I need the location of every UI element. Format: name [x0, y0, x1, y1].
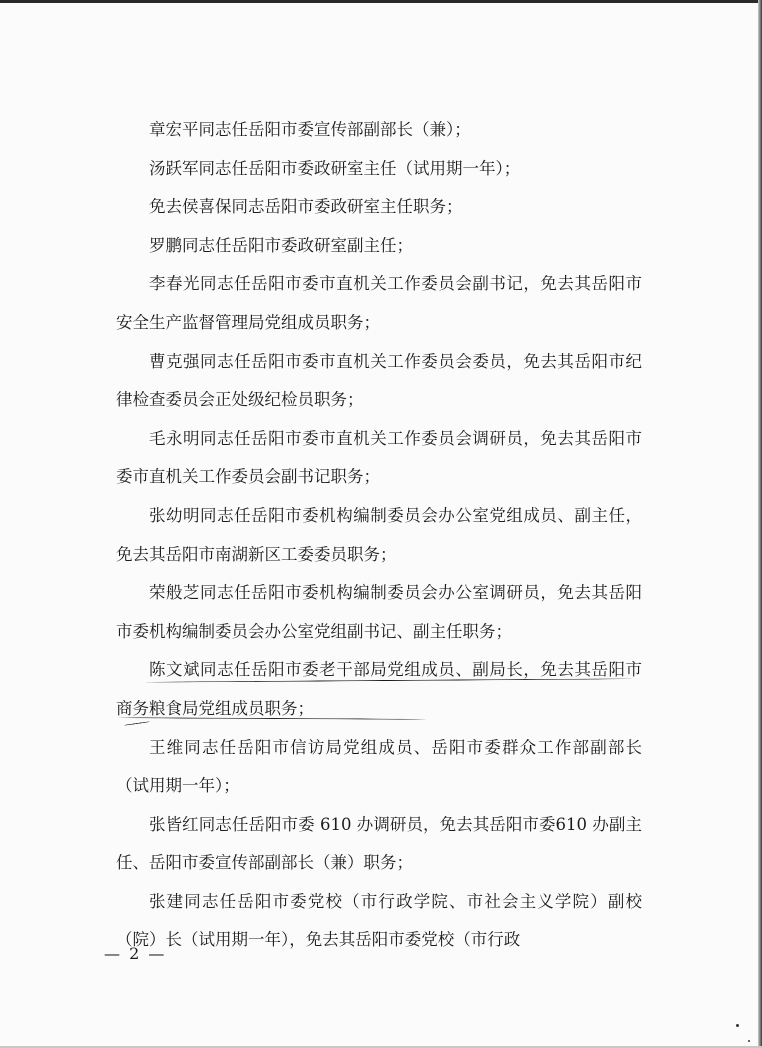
paragraph: 罗鹏同志任岳阳市委政研室副主任；	[149, 235, 413, 255]
highlighted-paragraph: 陈文斌同志任岳阳市委老干部局党组成员、副局长，免去其岳阳市商务粮食局党组成员职务；	[116, 660, 642, 718]
scan-edge-right	[758, 0, 762, 1048]
paragraph: 张建同志任岳阳市委党校（市行政学院、市社会主义学院）副校（院）长（试用期一年），免去其岳阳市委党校（市行政	[116, 891, 642, 950]
scan-edge-top	[0, 0, 762, 3]
document-body	[116, 111, 642, 960]
scan-speck	[736, 1024, 739, 1027]
paragraph: 荣般芝同志任岳阳市委机构编制委员会办公室调研员，免去其岳阳市委机构编制委员会办公室党组副书记、副主任职务；	[116, 583, 642, 641]
paragraph: 王维同志任岳阳市信访局党组成员、岳阳市委群众工作部副部长（试用期一年）；	[116, 737, 642, 796]
paragraph: 张皆红同志任岳阳市委 610 办调研员，免去其岳阳市委610 办副主任、岳阳市委宣传部副部长（兼）职务；	[116, 814, 642, 873]
paragraph: 李春光同志任岳阳市委市直机关工作委员会副书记，免去其岳阳市安全生产监督管理局党组成员职务；	[116, 274, 642, 332]
scan-speck	[748, 1040, 750, 1042]
paragraph: 免去侯喜保同志岳阳市委政研室主任职务；	[149, 197, 463, 217]
paragraph: 曹克强同志任岳阳市委市直机关工作委员会委员，免去其岳阳市纪律检查委员会正处级纪检员职务；	[116, 351, 642, 410]
paragraph: 毛永明同志任岳阳市委市直机关工作委员会调研员，免去其岳阳市委市直机关工作委员会副书记职务；	[116, 428, 642, 487]
paragraph: 张幼明同志任岳阳市委机构编制委员会办公室党组成员、副主任，免去其岳阳市南湖新区工委委员职务；	[116, 505, 642, 564]
paragraph: 章宏平同志任岳阳市委宣传部副部长（兼）；	[149, 120, 471, 139]
page-number: — 2 —	[104, 944, 167, 963]
paragraph: 汤跃军同志任岳阳市委政研室主任（试用期一年）；	[149, 158, 521, 178]
